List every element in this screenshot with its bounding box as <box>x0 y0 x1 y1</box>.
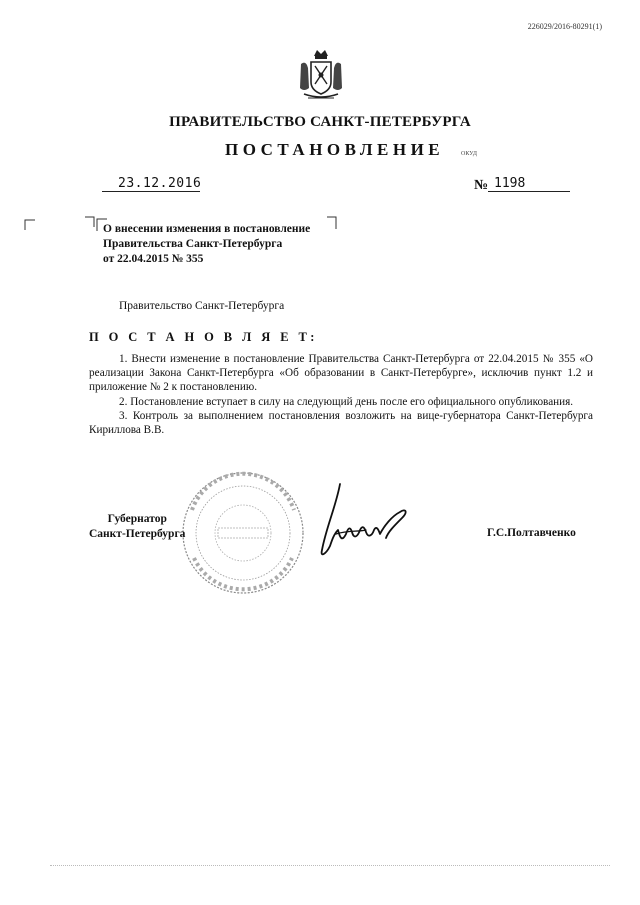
corner-bracket-icon <box>326 216 338 230</box>
signatory-title <box>89 512 185 542</box>
number-sign: № <box>474 178 489 193</box>
signatory-title-line: Санкт-Петербурга <box>89 528 186 540</box>
signatory-title-line: Губернатор <box>107 513 167 525</box>
decree-subject <box>103 222 310 267</box>
official-seal-icon <box>180 470 306 596</box>
decree-number: 1198 <box>494 176 526 191</box>
coat-of-arms-icon <box>298 48 344 102</box>
decree-title: ПОСТАНОВЛЕНИЕ <box>225 140 445 159</box>
okud-label: ОКУД <box>461 151 477 157</box>
decree-date: 23.12.2016 <box>118 176 202 191</box>
date-underline <box>102 191 200 192</box>
decree-body <box>89 352 593 437</box>
intro-text: Правительство Санкт-Петербурга <box>119 300 285 312</box>
corner-bracket-icon <box>24 219 36 231</box>
corner-bracket-icon <box>84 216 96 228</box>
signatory-name: Г.С.Полтавченко <box>487 527 576 539</box>
subject-line: Правительства Санкт-Петербурга <box>103 238 283 250</box>
handwritten-signature-icon <box>296 476 416 566</box>
number-underline <box>488 191 570 192</box>
government-title: ПРАВИТЕЛЬСТВО САНКТ-ПЕТЕРБУРГА <box>169 114 471 130</box>
document-registration-number: 226029/2016-80291(1) <box>527 22 602 31</box>
decree-paragraph: 3. Контроль за выполнением постановления возложить на вице-губернатора Санкт-Петербурга Кириллова В.В. <box>89 409 593 437</box>
bottom-dotted-line <box>50 865 610 866</box>
decree-paragraph: 2. Постановление вступает в силу на следующий день после его официального опубликования. <box>119 395 574 408</box>
resolves-heading: П О С Т А Н О В Л Я Е Т: <box>89 330 318 344</box>
decree-paragraph: 1. Внести изменение в постановление Правительства Санкт-Петербурга от 22.04.2015 № 355 «О реализации Закона Санкт-Петербурга «Об образовании в Санкт-Петербурге», исключив пункт 1.2 и приложение № 2 к постановлению. <box>89 353 593 394</box>
subject-line: О внесении изменения в постановление <box>103 223 311 235</box>
subject-line: от 22.04.2015 № 355 <box>103 253 204 265</box>
